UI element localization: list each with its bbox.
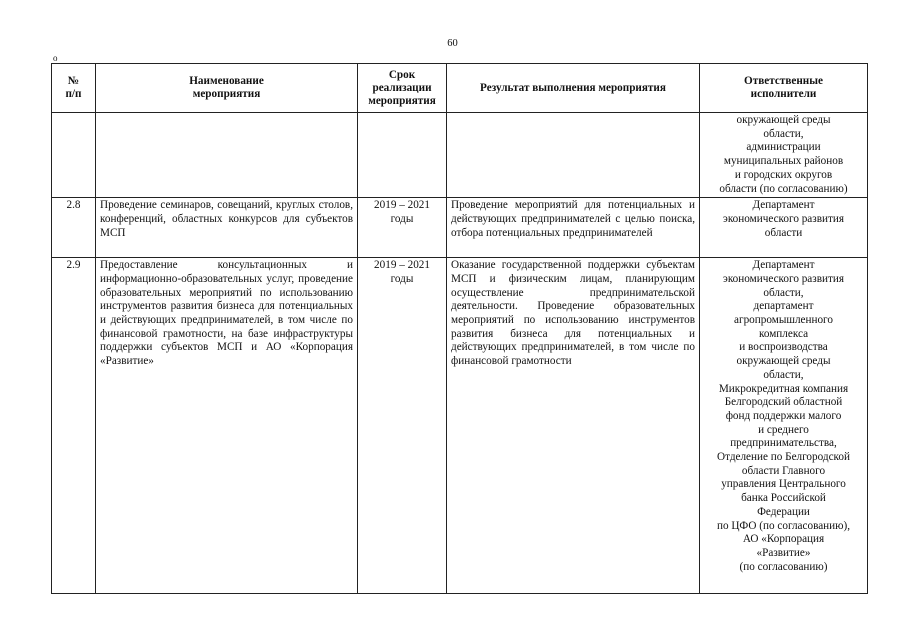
header-name-line: мероприятия [192,88,261,100]
responsible-line: области (по согласованию) [719,182,848,195]
responsible-line: области [764,226,803,239]
responsible-line: агропромышленного [734,314,833,327]
header-result [447,64,700,113]
responsible-line: области Главного [741,464,826,477]
term-line: годы [390,272,414,285]
row-responsible [700,113,868,198]
table-header-row [52,64,868,113]
responsible-line: комплекса [758,327,809,340]
row-event-name: Проведение семинаров, совещаний, круглых столов, конференций, областных конкурсов для субъектов МСП [96,198,358,258]
events-table [51,63,868,594]
header-responsible [700,64,868,113]
responsible-line: «Развитие» [756,546,811,559]
row-term [358,198,447,258]
row-num: 2.9 [52,258,96,594]
responsible-line: Департамент [752,199,815,212]
row-term [358,258,447,594]
responsible-line: администрации [746,141,821,154]
responsible-line: и среднего [758,423,809,436]
row-event-name [96,113,358,198]
responsible-line: экономического развития [723,272,844,285]
row-responsible [700,258,868,594]
row-result: Оказание государственной поддержки субъектам МСП и физическим лицам, планирующим осуществление предпринимательской деятельности. Проведение образовательных мероприятий по использованию инструментов развития бизнеса для потенциальных и действующих предпринимателей, в том числе по финансовой грамотности [447,258,700,594]
responsible-line: области, [763,127,804,140]
row-result [447,113,700,198]
responsible-line: области, [763,286,804,299]
responsible-line: и воспроизводства [739,341,828,354]
row-num [52,113,96,198]
header-name-line: Наименование [189,75,264,87]
table-row-2-9 [52,258,868,594]
responsible-line: предпринимательства, [730,437,837,450]
responsible-line: окружающей среды [736,114,831,126]
header-responsible-line: Ответственные [744,75,823,87]
responsible-line: фонд поддержки малого [725,409,842,422]
page-number: 60 [447,38,458,49]
responsible-line: Федерации [757,505,810,518]
term-line: 2019 – 2021 [374,259,430,272]
corner-mark: o [53,53,58,63]
header-term-line: Срок [388,68,416,81]
responsible-line: области, [763,368,804,381]
header-term-line: мероприятия [368,94,436,107]
row-num: 2.8 [52,198,96,258]
row-responsible [700,198,868,258]
header-term-line: реализации [372,81,432,94]
responsible-line: окружающей среды [736,355,831,368]
responsible-line: департамент [753,300,814,313]
responsible-line: муниципальных районов [723,155,844,168]
responsible-line: (по согласованию) [739,560,828,573]
header-responsible-line: исполнители [750,88,817,100]
header-num [52,64,96,113]
responsible-line: управления Центрального [721,478,846,491]
responsible-line: Департамент [752,259,815,272]
row-result: Проведение мероприятий для потенциальных и действующих предпринимателей с целью поиска, отбора потенциальных предпринимателей [447,198,700,258]
header-num-line: п/п [65,88,82,100]
header-name [96,64,358,113]
responsible-line: и городских округов [734,168,833,181]
table-row-continuation [52,113,868,198]
term-line: годы [390,212,414,225]
responsible-line: Белгородский областной [724,396,843,409]
row-event-name: Предоставление консультационных и информационно-образовательных услуг, проведение образовательных мероприятий по использованию инструментов развития бизнеса для потенциальных и действующих предпринимателей, в том числе по финансовой грамотности, на базе инфраструктуры поддержки субъектов МСП и АО «Корпорация «Развитие» [96,258,358,594]
table-row-2-8 [52,198,868,258]
responsible-line: банка Российской [741,492,826,505]
responsible-line: по ЦФО (по согласованию), [716,519,851,532]
row-term [358,113,447,198]
responsible-line: Микрокредитная компания [718,382,849,395]
term-line: 2019 – 2021 [374,199,430,212]
header-term [358,64,447,113]
responsible-line: Отделение по Белгородской [717,451,850,464]
header-num-line: № [67,75,80,87]
header-result-line: Результат выполнения мероприятия [480,81,666,94]
responsible-line: экономического развития [723,212,844,225]
responsible-line: АО «Корпорация [742,533,825,546]
